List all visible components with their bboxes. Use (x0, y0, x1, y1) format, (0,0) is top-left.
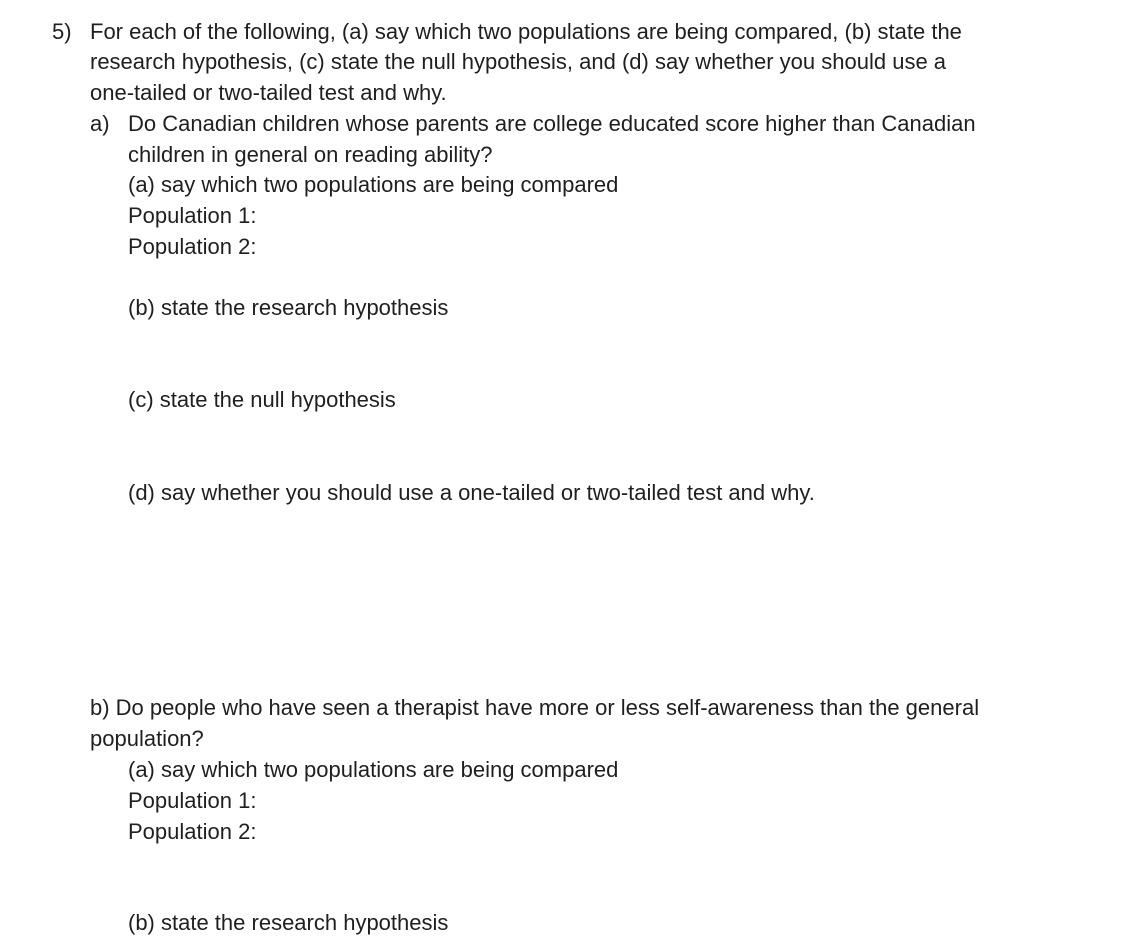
part-a-question-line-2: children in general on reading ability? (128, 142, 493, 167)
part-a-question-line-1: Do Canadian children whose parents are college educated score higher than Canadian (128, 111, 976, 136)
part-a-sub-a: (a) say which two populations are being compared (128, 172, 619, 197)
question-intro-line-1: For each of the following, (a) say which two populations are being compared, (b) state the (90, 19, 962, 44)
question-number: 5) (52, 19, 72, 44)
question-intro-line-2: research hypothesis, (c) state the null hypothesis, and (d) say whether you should use a (90, 49, 947, 74)
part-a-sub-b: (b) state the research hypothesis (128, 295, 449, 320)
question-intro-line-3: one-tailed or two-tailed test and why. (90, 80, 447, 105)
part-a-label: a) (90, 111, 110, 136)
part-b-sub-b: (b) state the research hypothesis (128, 910, 449, 935)
part-b-sub-a: (a) say which two populations are being compared (128, 757, 619, 782)
part-a-population-2: Population 2: (128, 234, 257, 259)
part-a-sub-c: (c) state the null hypothesis (128, 387, 396, 412)
part-b-question-line-1: b) Do people who have seen a therapist have more or less self-awareness than the general (90, 695, 980, 720)
part-a-population-1: Population 1: (128, 203, 257, 228)
part-b-population-1: Population 1: (128, 788, 257, 813)
part-b-population-2: Population 2: (128, 819, 257, 844)
part-a-sub-d: (d) say whether you should use a one-tailed or two-tailed test and why. (128, 480, 815, 505)
part-b-question-line-2: population? (90, 726, 204, 751)
